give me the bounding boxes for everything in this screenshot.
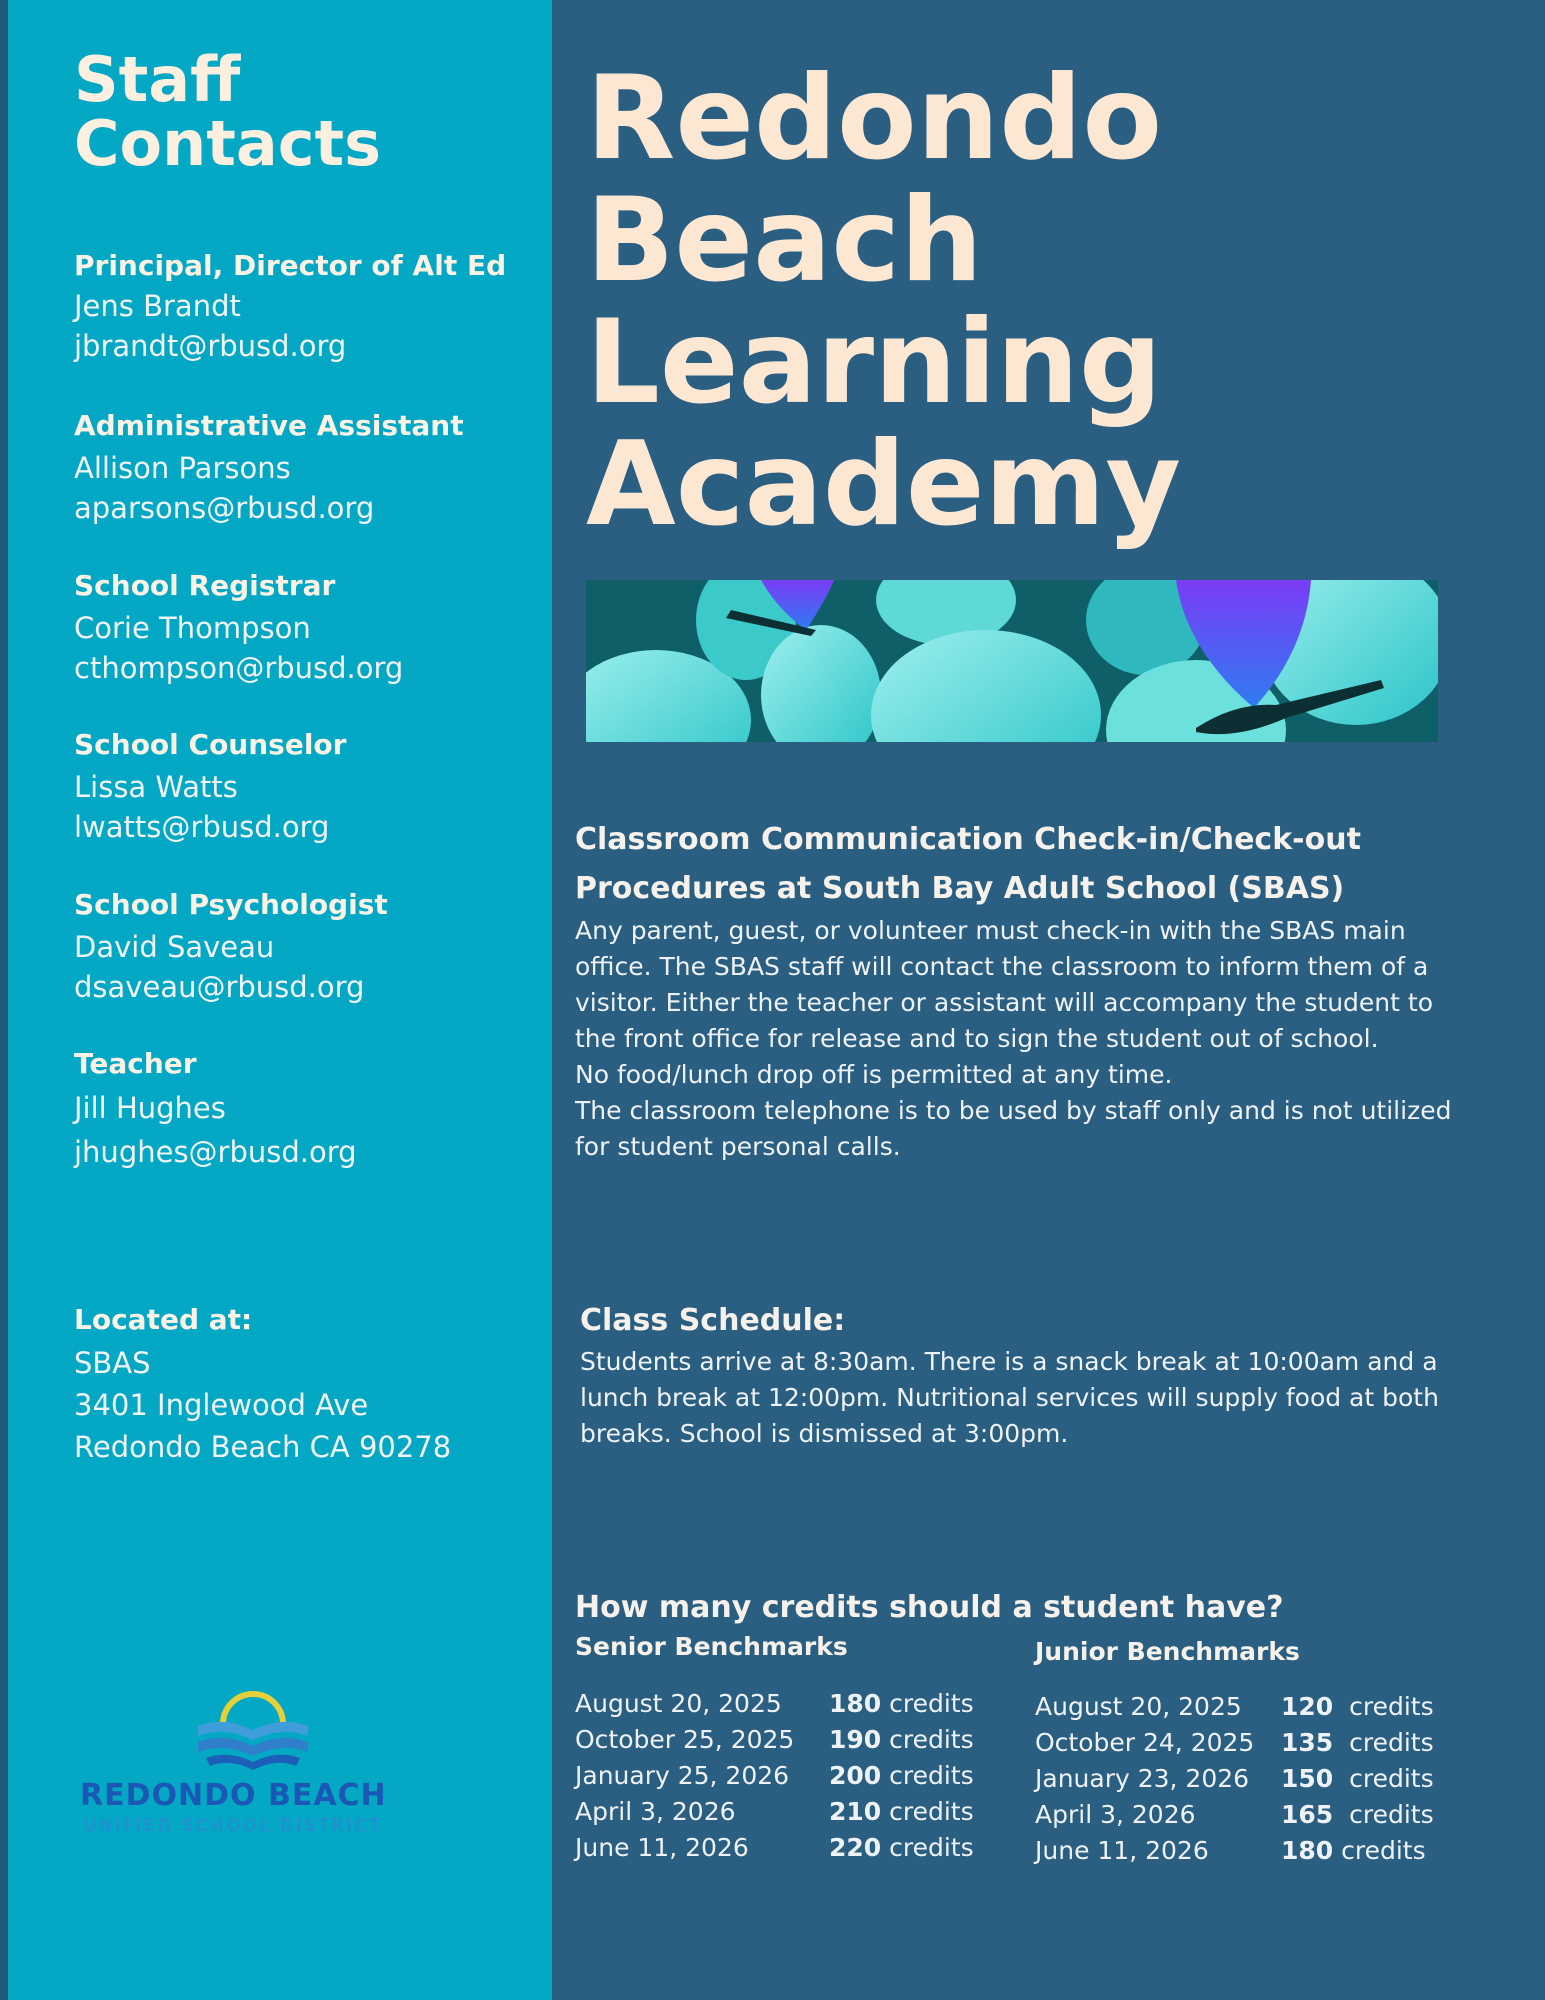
benchmark-credits: 165 credits [1281, 1800, 1434, 1829]
benchmark-date: August 20, 2025 [575, 1689, 782, 1718]
benchmark-credits: 150 credits [1281, 1764, 1434, 1793]
senior-benchmarks-table [575, 1686, 995, 1866]
class-schedule-text: Students arrive at 8:30am. There is a snack break at 10:00am and a lunch break at 12:00pm. Nutritional services will supply food at both breaks. School is dismissed at 3:00pm. [580, 1347, 1439, 1448]
contact-role: Administrative Assistant [74, 409, 464, 442]
contact-email[interactable]: jhughes@rbusd.org [74, 1135, 357, 1169]
benchmark-credits: 135 credits [1281, 1728, 1434, 1757]
contact-email[interactable]: dsaveau@rbusd.org [74, 970, 365, 1004]
benchmark-row [1035, 1761, 1515, 1797]
location-block [74, 1298, 554, 1468]
contact-name: Allison Parsons [74, 451, 291, 485]
page-title: Redondo Beach Learning Academy [586, 51, 1182, 552]
contact-role: School Registrar [74, 569, 336, 602]
benchmark-date: June 11, 2026 [1035, 1836, 1209, 1865]
benchmark-row [1035, 1689, 1515, 1725]
location-line: 3401 Inglewood Ave [74, 1388, 369, 1422]
staff-contacts-sidebar [0, 0, 552, 2000]
benchmark-date: October 25, 2025 [575, 1725, 795, 1754]
benchmark-credits: 220 credits [829, 1833, 974, 1862]
contact-registrar [74, 564, 554, 688]
benchmark-row [1035, 1725, 1515, 1761]
benchmark-row [575, 1686, 995, 1722]
procedures-section [575, 815, 1455, 1165]
benchmark-credits: 180 credits [829, 1689, 974, 1718]
credits-heading: How many credits should a student have? [575, 1590, 1284, 1625]
contact-name: David Saveau [74, 930, 275, 964]
contact-email[interactable]: cthompson@rbusd.org [74, 651, 404, 685]
contact-name: Lissa Watts [74, 770, 238, 804]
procedures-paragraph: The classroom telephone is to be used by staff only and is not utilized for student personal calls. [575, 1096, 1452, 1161]
contact-role: Principal, Director of Alt Ed [74, 249, 507, 282]
benchmark-row [575, 1794, 995, 1830]
contact-role: School Psychologist [74, 888, 388, 921]
benchmark-row [575, 1722, 995, 1758]
benchmark-date: April 3, 2026 [575, 1797, 736, 1826]
benchmark-credits: 190 credits [829, 1725, 974, 1754]
benchmark-row [1035, 1833, 1515, 1869]
benchmark-date: January 23, 2026 [1035, 1764, 1250, 1793]
logo-subtitle: UNIFIED SCHOOL DISTRICT [84, 1816, 383, 1836]
benchmark-credits: 200 credits [829, 1761, 974, 1790]
contact-principal [74, 246, 554, 366]
contact-email[interactable]: lwatts@rbusd.org [74, 810, 330, 844]
benchmark-row [575, 1758, 995, 1794]
benchmark-date: October 24, 2025 [1035, 1728, 1255, 1757]
class-schedule-heading: Class Schedule: [580, 1303, 846, 1338]
contact-name: Jill Hughes [74, 1091, 226, 1125]
junior-benchmarks-title: Junior Benchmarks [1035, 1637, 1300, 1666]
contact-name: Jens Brandt [74, 289, 241, 323]
contact-email[interactable]: jbrandt@rbusd.org [74, 329, 347, 363]
benchmark-date: June 11, 2026 [575, 1833, 749, 1862]
logo-name: REDONDO BEACH [80, 1778, 387, 1813]
benchmark-credits: 120 credits [1281, 1692, 1434, 1721]
contact-role: School Counselor [74, 728, 347, 761]
contact-teacher [74, 1042, 554, 1174]
location-line: SBAS [74, 1346, 151, 1380]
procedures-heading: Classroom Communication Check-in/Check-out Procedures at South Bay Adult School (SBAS) [575, 822, 1361, 906]
sidebar-title: Staff Contacts [74, 43, 382, 180]
senior-benchmarks-title: Senior Benchmarks [575, 1632, 848, 1661]
location-line: Redondo Beach CA 90278 [74, 1430, 452, 1464]
class-schedule-section [580, 1298, 1460, 1452]
junior-benchmarks-table [1035, 1689, 1515, 1869]
leaf-banner-illustration [586, 580, 1438, 742]
benchmark-row [575, 1830, 995, 1866]
benchmark-date: April 3, 2026 [1035, 1800, 1196, 1829]
benchmark-credits: 210 credits [829, 1797, 974, 1826]
benchmark-credits: 180 credits [1281, 1836, 1426, 1865]
contact-psychologist [74, 883, 554, 1007]
benchmark-date: August 20, 2025 [1035, 1692, 1242, 1721]
district-logo [74, 1686, 434, 1846]
open-book-sun-icon [74, 1686, 434, 1781]
contact-role: Teacher [74, 1047, 197, 1080]
contact-admin-assistant [74, 404, 554, 528]
procedures-paragraph: Any parent, guest, or volunteer must check-in with the SBAS main office. The SBAS staff will contact the classroom to inform them of a visitor. Either the teacher or assistant will accompany the student to the front office for release and to sign the student out of school. [575, 916, 1433, 1053]
benchmark-date: January 25, 2026 [575, 1761, 790, 1790]
location-label: Located at: [74, 1303, 253, 1336]
benchmark-row [1035, 1797, 1515, 1833]
contact-counselor [74, 723, 554, 847]
contact-name: Corie Thompson [74, 611, 311, 645]
procedures-paragraph: No food/lunch drop off is permitted at any time. [575, 1060, 1173, 1089]
contact-email[interactable]: aparsons@rbusd.org [74, 491, 375, 525]
